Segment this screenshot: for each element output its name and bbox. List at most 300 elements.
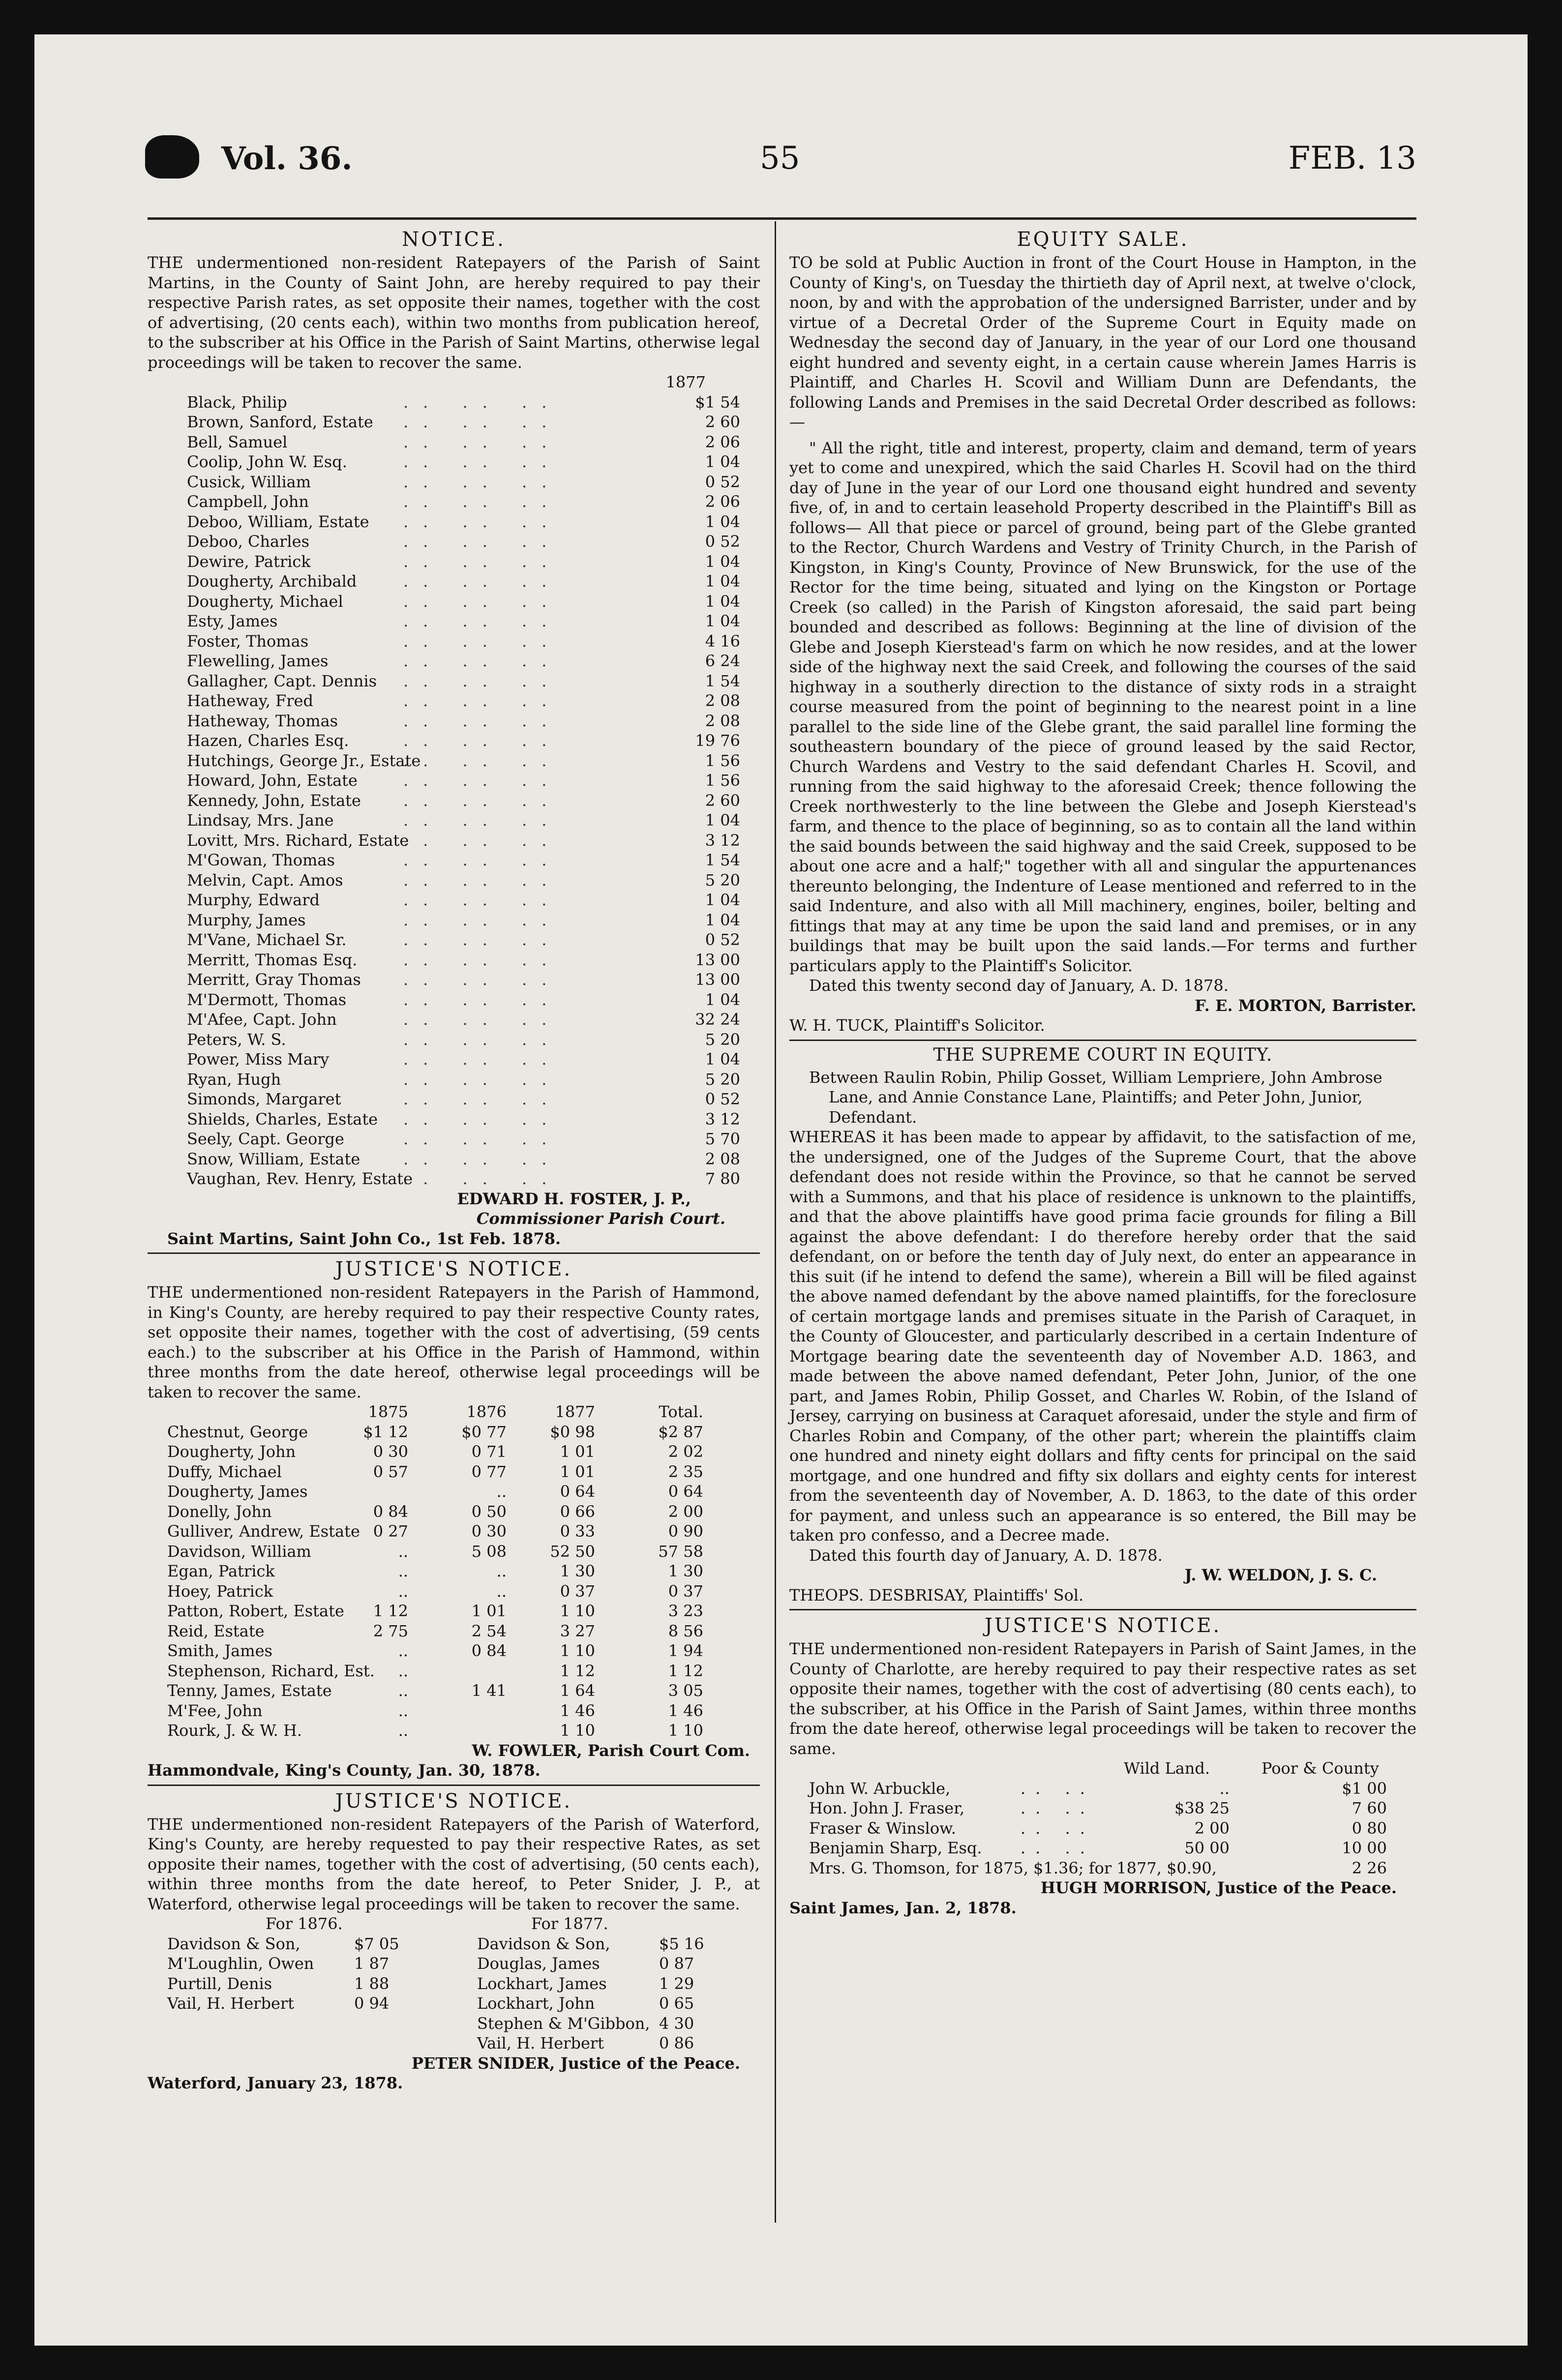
leader-dots: .. .. .. [403,910,562,929]
amount: 4 16 [705,631,740,651]
table-row [789,1818,1416,1839]
leader-dots: .. .. .. [403,1070,562,1089]
leader-dots: .. .. .. [403,512,562,531]
leader-dots: .. .. .. [403,413,562,431]
amount: 0 37 [668,1581,703,1601]
ratepayer-name: M'Afee, Capt. John [187,1010,337,1029]
amount: 1 41 [471,1681,507,1700]
amount: 0 50 [471,1502,507,1521]
table-row [148,592,760,612]
amount: 1 10 [560,1721,595,1740]
ratepayer-name: Esty, James [187,612,278,630]
ratepayer-name: Vail, H. Herbert [477,2034,604,2053]
ratepayer-name: Stephenson, Richard, Est. [167,1661,375,1680]
amount: 1 01 [560,1442,595,1461]
ratepayer-name: Foster, Thomas [187,631,309,651]
amount: 2 02 [668,1442,703,1461]
leader-dots: .. .. .. [403,392,562,412]
ratepayer-name: Black, Philip [187,392,287,412]
place-date: Saint James, Jan. 2, 1878. [789,1898,1017,1917]
table-row [148,1502,760,1522]
ratepayer-name: Coolip, John W. Esq. [187,452,347,471]
section-rule [148,1785,760,1786]
year-headers: For 1876. For 1877. [266,1914,608,1933]
ratepayer-name: John W. Arbuckle, [809,1779,951,1798]
amount: $7 05 [354,1934,399,1953]
ratepayer-name: Hoey, Patrick [167,1581,273,1601]
ratepayer-name: Hon. John J. Fraser, [809,1799,965,1817]
amount: 0 33 [560,1522,595,1541]
amount: 3 12 [705,1109,740,1129]
leader-dots: .. .. .. [403,870,562,890]
section-rule [789,1040,1416,1041]
table-row [148,1641,760,1661]
amount: 1 12 [668,1661,703,1680]
ratepayer-name: Dougherty, James [167,1482,308,1501]
amount: 0 52 [705,472,740,491]
signature: J. W. WELDON, J. S. C. [1184,1566,1377,1584]
ratepayer-name: Seely, Capt. George [187,1130,344,1148]
amount: .. [496,1581,507,1601]
leader-dots: .. .. .. [403,691,562,710]
amount: 1 04 [705,452,740,471]
ratepayer-name: Brown, Sanford, Estate [187,413,373,431]
leader-dots: .. .. .. [403,612,562,630]
leader-dots: .. .. .. [403,930,562,949]
ratepayer-name: Fraser & Winslow. [809,1818,956,1838]
notice-body: THE undermentioned non-resident Ratepayers in the Parish of Hammond, in King's County, are hereby required to pay their respective County rates, set opposite their names, together with the cost of advertising, (59 cents each.) to the subscriber at his Office in the Parish of Hammond, within three months from the date hereof, otherwise legal proceedings will be taken to recover the same. [148,1283,760,1401]
table-row [148,691,760,711]
leader-dots: .. .. [1021,1818,1095,1838]
ratepayer-name: Hatheway, Fred [187,691,313,710]
ratepayer-name: Smith, James [167,1641,272,1660]
amount: 2 06 [705,432,740,451]
ratepayer-name: Dougherty, Michael [187,592,343,611]
amount: 13 00 [695,970,740,989]
page-content [148,34,1416,2346]
table-row [148,571,760,592]
leader-dots: .. .. .. [403,711,562,730]
amount: 1 54 [705,671,740,690]
amount: 2 08 [705,691,740,710]
signature: EDWARD H. FOSTER, J. P., [457,1189,691,1208]
amount: 2 54 [471,1621,507,1640]
table-header [148,1402,760,1422]
amount: 1 01 [471,1602,507,1620]
ratepayer-name: Hazen, Charles Esq. [187,731,349,750]
leader-dots: .. .. .. [403,532,562,551]
ink-blot-icon [145,135,199,178]
amount: 5 20 [705,870,740,890]
amount: 1 30 [560,1562,595,1580]
amount: 6 24 [705,652,740,670]
ratepayer-name: Deboo, Charles [187,532,310,551]
leader-dots: .. .. .. [403,671,562,690]
amount: 1 04 [705,1050,740,1069]
right-column [789,226,1416,1918]
table-row [148,1581,760,1602]
ratepayer-name: M'Dermott, Thomas [187,990,347,1009]
leader-dots: .. .. .. [403,1030,562,1049]
header-rule [148,217,1416,220]
amount: .. [398,1542,408,1561]
ratepayer-name: Lockhart, James [477,1974,607,1993]
dated-line: Dated this fourth day of January, A. D. 1878. [809,1546,1163,1565]
amount: 19 76 [695,731,740,750]
table-row [148,1701,760,1721]
table-row [148,1049,760,1070]
amount: 1 04 [705,990,740,1009]
amount: 57 58 [658,1542,703,1561]
amount: .. [398,1581,408,1601]
notice-title: EQUITY SALE. [1017,228,1189,251]
table-row [148,671,760,691]
poor-county-amount: 10 00 [1342,1839,1387,1857]
leader-dots: .. .. .. [403,1169,562,1188]
ratepayer-name: Campbell, John [187,492,309,511]
amount: 1 30 [668,1562,703,1580]
wild-land-amount: 50 00 [1184,1839,1230,1857]
section-rule [789,1609,1416,1610]
wild-land-amount: .. [1219,1779,1230,1798]
table-row [789,1838,1416,1858]
amount: 3 12 [705,831,740,850]
amount: 0 30 [373,1442,408,1461]
table-row: Mrs. G. Thomson, for 1875, $1.36; for 1877, $0.90, 2 26 [809,1858,1387,1877]
amount: 2 08 [705,1149,740,1168]
ratepayer-name: Cusick, William [187,472,311,491]
ratepayer-name: Ryan, Hugh [187,1070,281,1089]
solicitor-line: W. H. TUCK, Plaintiff's Solicitor. [789,1016,1045,1035]
ratepayer-name: M'Vane, Michael Sr. [187,930,347,949]
place-date: Waterford, January 23, 1878. [148,2074,403,2092]
table-row [148,1462,760,1482]
table-row [148,1542,760,1562]
table-row [148,1169,760,1189]
newspaper-page [34,34,1528,2346]
leader-dots: .. .. .. [403,990,562,1009]
ratepayer-name: Simonds, Margaret [187,1090,341,1108]
amount: $1 12 [363,1422,408,1441]
court-parties: Between Raulin Robin, Philip Gosset, William Lempriere, John Ambrose Lane, and Annie Constance Lane, Plaintiffs; and Peter John, Junior, Defendant. [809,1068,1382,1127]
amount: .. [398,1701,408,1720]
amount: 0 30 [471,1522,507,1541]
amount: 2 08 [705,711,740,730]
ratepayer-name: Murphy, Edward [187,891,320,909]
leader-dots: .. .. .. [403,1090,562,1108]
amount: 5 20 [705,1030,740,1049]
table-row [148,950,760,970]
leader-dots: .. .. .. [403,791,562,810]
table-row [148,1442,760,1462]
amount: 0 66 [560,1502,595,1521]
table-row [148,1721,760,1741]
leader-dots: .. .. [1021,1799,1095,1817]
ratepayer-name: Hatheway, Thomas [187,711,338,730]
amount: 1 46 [668,1701,703,1720]
amount: 0 86 [659,2034,694,2053]
amount: .. [398,1641,408,1660]
amount: 5 70 [705,1130,740,1148]
amount: 13 00 [695,950,740,969]
table-row [148,1521,760,1542]
amount: 52 50 [550,1542,595,1561]
table-row [148,1661,760,1681]
ratepayer-name: Flewelling, James [187,652,329,670]
amount: 0 52 [705,1090,740,1108]
amount: 1 04 [705,572,740,591]
table-row [148,552,760,572]
amount: .. [398,1721,408,1740]
court-title: THE SUPREME COURT IN EQUITY. [933,1044,1273,1065]
leader-dots: .. .. .. [403,1050,562,1069]
table-row [148,930,760,950]
table-header: Wild Land. Poor & County [1124,1759,1379,1778]
section-rule [148,1252,760,1254]
amount: 0 65 [659,1994,694,2013]
ratepayer-name: Duffy, Michael [167,1462,282,1481]
court-order: WHEREAS it has been made to appear by affidavit, to the satisfaction of me, the undersigned, one of the Judges of the Supreme Court, that the above defendant does not reside within the Province, so that he cannot be served with a Summons, and that his place of residence is unknown to the plaintiffs, and that the above plaintiffs have good prima facie grounds for filing a Bill against the above defendant: I do therefore hereby order that the said defendant, on or before the tenth day of July next, do enter an appearance in this suit (if he intend to defend the same), wherein a Bill will be filed against the above named defendant by the above named plaintiffs, for the foreclosure of certain mortgage lands and premises situate in the Parish of Caraquet, in the County of Gloucester, and particularly described in a certain Indenture of Mortgage bearing date the seventeenth day of November A.D. 1863, and made between the above named defendant, Peter John, Junior, of the one part, and James Robin, Philip Gosset, and Charles W. Robin, of the Island of Jersey, carrying on business at Caraquet aforesaid, under the style and firm of Charles Robin and Company, of the other part; wherein the plaintiffs claim one hundred and ninety eight dollars and fifty cents for principal on the said mortgage, and one hundred and fifty six dollars and eighty cents for interest from the seventeenth day of November, A. D. 1863, to the date of this order for payment, and unless such an appearance is so entered, the Bill may be taken pro confesso, and a Decree made. [789,1128,1416,1545]
table-row [148,1621,760,1641]
notice-title: JUSTICE'S NOTICE. [335,1258,572,1280]
leader-dots: .. .. .. [403,811,562,830]
amount: $0 98 [550,1422,595,1441]
amount: 1 01 [560,1462,595,1481]
amount: 0 57 [373,1462,408,1481]
leader-dots: .. .. .. [403,950,562,969]
amount: 5 20 [705,1070,740,1089]
amount: 1 88 [354,1974,390,1993]
amount: 0 64 [668,1482,703,1501]
amount: 0 52 [705,532,740,551]
table-row [148,810,760,831]
ratepayer-name: Lindsay, Mrs. Jane [187,811,334,830]
notice-title: JUSTICE'S NOTICE. [335,1789,572,1813]
amount: 1 56 [705,771,740,790]
ratepayer-name: Davidson, William [167,1542,311,1561]
leader-dots: .. .. .. [403,751,562,770]
amount: $0 77 [461,1422,507,1441]
ratepayer-table [789,1779,1416,1858]
table-row [148,1109,760,1130]
signature: HUGH MORRISON, Justice of the Peace. [1040,1878,1397,1897]
table-row [148,711,760,731]
leader-dots: .. .. .. [403,970,562,989]
leader-dots: .. .. .. [403,1109,562,1129]
column-header: Total. [659,1402,703,1421]
amount: 0 84 [471,1641,507,1660]
ratepayer-name: Vail, H. Herbert [167,1994,295,2013]
amount: 1 04 [705,552,740,571]
table-row [789,1798,1416,1818]
table-row [148,432,760,452]
volume-label: Vol. 36. [221,140,353,177]
table-row [148,1089,760,1109]
ratepayer-name: Kennedy, John, Estate [187,791,361,810]
amount: 1 12 [373,1602,408,1620]
table-row [148,532,760,552]
ratepayer-name: Tenny, James, Estate [167,1681,332,1700]
column-header: 1877 [555,1402,595,1421]
page-number: 55 [760,140,800,177]
leader-dots: .. .. .. [403,891,562,909]
amount: 1 29 [659,1974,694,1993]
table-row [148,1482,760,1502]
amount: 1 56 [705,751,740,770]
ratepayer-name: Lovitt, Mrs. Richard, Estate [187,831,409,850]
amount: 3 27 [560,1621,595,1640]
ratepayer-two-column-list [148,1934,760,2053]
amount: 3 05 [668,1681,703,1700]
signature-title: Commissioner Parish Court. [476,1209,725,1228]
amount: 0 84 [373,1502,408,1521]
amount: 5 08 [471,1542,507,1561]
table-row [148,512,760,532]
poor-county-amount: $1 00 [1342,1779,1387,1798]
amount: 1 64 [560,1681,595,1700]
column-header: 1875 [368,1402,408,1421]
amount: 0 71 [471,1442,507,1461]
ratepayer-name: Dewire, Patrick [187,552,311,571]
notice-body: THE undermentioned non-resident Ratepayers of the Parish of Saint Martins, in the County of Saint John, are hereby required to pay their respective Parish rates, as set opposite their names, together with the cost of advertising, (20 cents each), within two months from publication hereof, to the subscriber at his Office in the Parish of Saint Martins, otherwise legal proceedings will be taken to recover the same. [148,253,760,372]
signature: PETER SNIDER, Justice of the Peace. [411,2053,740,2073]
leader-dots: .. .. .. [403,572,562,591]
ratepayer-name: Bell, Samuel [187,432,288,451]
ratepayer-name: Dougherty, Archibald [187,572,357,591]
amount: 1 10 [560,1602,595,1620]
table-row [148,611,760,631]
table-row [148,1561,760,1581]
ratepayer-name: Peters, W. S. [187,1030,286,1049]
ratepayer-name: Howard, John, Estate [187,771,358,790]
leader-dots: .. .. .. [403,592,562,611]
ratepayer-name: Purtill, Denis [167,1974,272,1993]
table-row [148,751,760,771]
table-row [148,1601,760,1621]
table-row [148,1010,760,1030]
table-row [148,831,760,851]
notice-body: THE undermentioned non-resident Ratepayers of the Parish of Waterford, King's County, are hereby requested to pay their respective Rates, as set opposite their names, together with the cost of advertising, (50 cents each), within three months from the date hereof, to Peter Snider, J. P., at Waterford, otherwise legal proceedings will be taken to recover the same. [148,1815,760,1913]
year-header: 1877 [665,373,706,391]
amount: 4 30 [659,2014,694,2033]
amount: 0 77 [471,1462,507,1481]
table-row [148,731,760,751]
amount: 0 90 [668,1522,703,1541]
amount: 0 52 [705,930,740,949]
ratepayer-list [148,392,760,1189]
amount: 0 94 [354,1994,390,2013]
equity-description: " All the right, title and interest, property, claim and demand, term of years yet to come and unexpired, which the said Charles H. Scovil had on the third day of June in the year of our Lord one thousand eight hundred and seventy five, of, in and to certain leasehold Property described in the Plaintiff's Bill as follows— All that piece or parcel of ground, being part of the Glebe granted to the Rector, Church Wardens and Vestry of Trinity Church, in the Parish of Kingston, in King's County, Province of New Brunswick, for the use of the Rector for the time being, situated and lying on the Kingston or Portage Creek (so called) in the Parish of Kingston aforesaid, the said part being bounded and described as follows: Beginning at the line of division of the Glebe and Joseph Kierstead's farm on which he now resides, and at the lower side of the highway next the said Creek, and following the courses of the said highway in a southerly direction to the distance of sixty rods in a straight course measured from the point of beginning to the nearest point in a line parallel to the side line of the Glebe grant, the said parallel line forming the southeastern boundary of the piece of ground leased by the said Rector, Church Wardens and Vestry to the said defendant Charles H. Scovil, and running from the said highway to the aforesaid Creek; thence following the Creek northwesterly to the line between the Glebe and Joseph Kierstead's farm, and thence to the place of beginning, so as to contain all the land within the said bounds between the said highway and the said Creek, supposed to be about one acre and a half;" together with all and singular the appurtenances thereunto belonging, the Indenture of Lease mentioned and referred to in the said Indenture, and also with all Mill machinery, engines, boiler, belting and fittings that may at any time be upon the said land and premises, or in any buildings that may be built upon the said lands.—For terms and further particulars apply to the Plaintiff's Solicitor. [789,438,1416,975]
table-row [148,771,760,791]
column-header: 1876 [466,1402,507,1421]
amount: 2 60 [705,791,740,810]
leader-dots: .. .. [1021,1779,1095,1798]
leader-dots: .. .. .. [403,731,562,750]
ratepayer-name: Benjamin Sharp, Esq. [809,1839,982,1857]
ratepayer-name: Rourk, J. & W. H. [167,1721,302,1740]
ratepayer-name: Hutchings, George Jr., Estate [187,751,421,770]
notice-title: JUSTICE'S NOTICE. [984,1614,1222,1637]
leader-dots: .. .. .. [403,831,562,850]
ratepayer-name: Vaughan, Rev. Henry, Estate [187,1169,413,1188]
leader-dots: .. .. .. [403,492,562,511]
ratepayer-name: Merritt, Thomas Esq. [187,950,358,969]
place-date: Hammondvale, King's County, Jan. 30, 1878. [148,1761,541,1780]
amount: 1 04 [705,910,740,929]
ratepayer-name: Lockhart, John [477,1994,595,2013]
signature: W. FOWLER, Parish Court Com. [472,1741,750,1760]
amount: 1 04 [705,592,740,611]
ratepayer-name: Power, Miss Mary [187,1050,330,1069]
table-row [148,1030,760,1050]
amount: 2 75 [373,1621,408,1640]
amount: 1 04 [705,512,740,531]
ratepayer-name: Gallagher, Capt. Dennis [187,671,377,690]
table-row [148,970,760,990]
ratepayer-name: Snow, William, Estate [187,1149,360,1168]
table-row [148,910,760,930]
solicitor-line: THEOPS. DESBRISAY, Plaintiffs' Sol. [789,1585,1084,1605]
ratepayer-name: Reid, Estate [167,1621,265,1640]
amount: 1 10 [668,1721,703,1740]
table-row [148,651,760,671]
leader-dots: .. .. .. [403,472,562,491]
ratepayer-name: Donelly, John [167,1502,272,1521]
amount: 2 60 [705,413,740,431]
leader-dots: .. .. .. [403,652,562,670]
ratepayer-name: M'Gowan, Thomas [187,851,335,869]
amount: .. [496,1482,507,1501]
ratepayer-name: Chestnut, George [167,1422,308,1441]
issue-date: FEB. 13 [1288,140,1416,177]
amount: 1 12 [560,1661,595,1680]
notice-body: THE undermentioned non-resident Ratepayers in Parish of Saint James, in the County of Charlotte, are hereby required to pay their respective rates as set opposite their names, together with the cost of advertising (80 cents each), to the subscriber, at his Office in the Parish of Saint James, within three months from the date hereof, otherwise legal proceedings will be taken to recover the same. [789,1639,1416,1758]
leader-dots: .. .. .. [403,1149,562,1168]
left-column [148,226,760,2093]
amount: 1 54 [705,851,740,869]
table-row [148,1129,760,1149]
table-row [148,850,760,870]
ratepayer-name: Deboo, William, Estate [187,512,369,531]
ratepayer-name: Murphy, James [187,910,306,929]
table-row [148,990,760,1010]
table-row [148,1149,760,1169]
equity-intro: TO be sold at Public Auction in front of the Court House in Hampton, in the County of King's, on Tuesday the thirtieth day of April next, at twelve o'clock, noon, by and with the approbation of the undersigned Barrister, under and by virtue of a Decretal Order of the Supreme Court in Equity made on Wednesday the second day of January, in the year of our Lord one thousand eight hundred and seventy eight, in a certain cause wherein James Harris is Plaintiff, and Charles H. Scovil and William Dunn are Defendants, the following Lands and Premises in the said Decretal Order described as follows:— [789,253,1416,431]
table-row [789,1779,1416,1799]
ratepayer-name: Gulliver, Andrew, Estate [167,1522,360,1541]
leader-dots: .. .. .. [403,631,562,651]
table-row [148,631,760,652]
amount: .. [496,1562,507,1580]
amount: 1 46 [560,1701,595,1720]
ratepayer-name: Davidson & Son, [167,1934,300,1953]
amount: 0 37 [560,1581,595,1601]
notice-title: NOTICE. [402,228,506,251]
amount: $2 87 [658,1422,703,1441]
signature: F. E. MORTON, Barrister. [1195,996,1416,1015]
amount: .. [398,1661,408,1680]
leader-dots: .. .. .. [403,1130,562,1148]
amount: 1 94 [668,1641,703,1660]
table-row [148,452,760,472]
leader-dots: .. .. [1021,1839,1095,1857]
amount: 1 04 [705,891,740,909]
dated-line: Dated this twenty second day of January, A. D. 1878. [809,976,1229,995]
ratepayer-name: M'Loughlin, Owen [167,1954,314,1973]
table-row [148,392,760,413]
leader-dots: .. .. .. [403,771,562,790]
amount: 1 10 [560,1641,595,1660]
